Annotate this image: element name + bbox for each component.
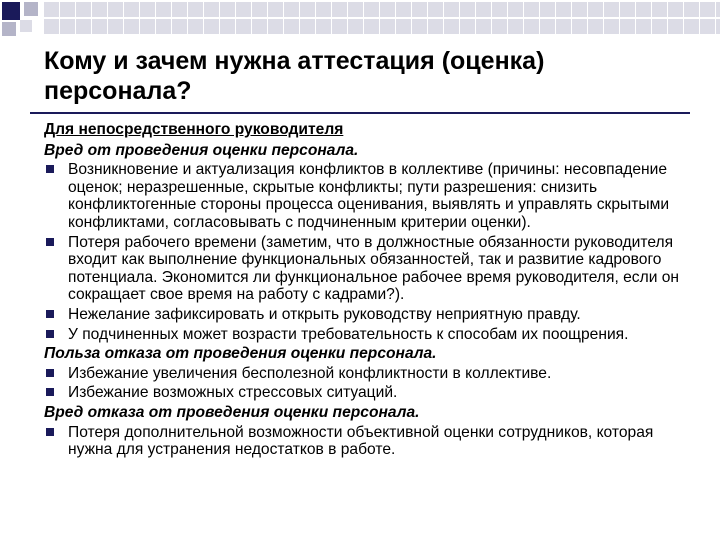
list-item-text: Избежание увеличения бесполезной конфликтности в коллективе. <box>68 364 552 382</box>
decorative-square <box>140 2 155 17</box>
decorative-square <box>108 2 123 17</box>
decorative-square <box>444 2 459 17</box>
decorative-square <box>60 2 75 17</box>
decorative-square <box>300 19 315 34</box>
decorative-square <box>396 19 411 34</box>
decorative-square <box>588 2 603 17</box>
bullet-list <box>44 365 694 402</box>
decorative-square <box>204 19 219 34</box>
decorative-square <box>604 19 619 34</box>
list-item <box>44 424 694 459</box>
decorative-square <box>92 2 107 17</box>
list-item-text: Потеря рабочего времени (заметим, что в должностные обязанности руководителя входит как выполнение функциональных обязанностей, так и развитие кадрового потенциала. Экономится ли функциональное рабочее время руководителя, если он сокращает свое время на работу с кадрами?). <box>68 233 680 304</box>
decorative-square <box>460 2 475 17</box>
list-item <box>44 384 694 402</box>
decorative-square <box>572 2 587 17</box>
decorative-square <box>156 19 171 34</box>
square-bullet-icon <box>46 369 54 377</box>
decorative-header-band <box>0 0 720 38</box>
decorative-square <box>652 2 667 17</box>
decorative-square <box>428 2 443 17</box>
decorative-square <box>316 2 331 17</box>
decorative-square <box>236 2 251 17</box>
decorative-square <box>476 19 491 34</box>
list-item-text: Потеря дополнительной возможности объективной оценки сотрудников, которая нужна для устранения недостатков в работе. <box>68 423 654 459</box>
decorative-square <box>188 2 203 17</box>
decorative-square <box>540 2 555 17</box>
decorative-square <box>76 2 91 17</box>
decorative-square <box>492 2 507 17</box>
decorative-square <box>364 19 379 34</box>
slide-title: Кому и зачем нужна аттестация (оценка) персонала? <box>44 47 545 105</box>
list-item-text: У подчиненных может возрасти требовательность к способам их поощрения. <box>68 325 629 343</box>
decorative-square <box>316 19 331 34</box>
decorative-square <box>572 19 587 34</box>
decorative-square <box>204 2 219 17</box>
decorative-square <box>508 2 523 17</box>
decorative-square <box>76 19 91 34</box>
section-harm-of-refusal <box>44 404 694 459</box>
decorative-square <box>300 2 315 17</box>
decorative-square <box>2 2 20 20</box>
decorative-square <box>540 19 555 34</box>
decorative-square <box>332 2 347 17</box>
decorative-square <box>524 2 539 17</box>
square-bullet-icon <box>46 165 54 173</box>
audience-subheading: Для непосредственного руководителя <box>44 121 344 138</box>
decorative-square <box>124 2 139 17</box>
decorative-square <box>108 19 123 34</box>
decorative-square <box>348 2 363 17</box>
list-item-text: Возникновение и актуализация конфликтов в коллективе (причины: несовпадение оценок; неразрешенные, скрытые конфликты; пути разрешения: снизить конфликтогенные стороны процесса оценивания, выявлять и управлять скрытыми конфликтами, согласовывать с подчиненным критерии оценки). <box>68 161 670 231</box>
list-item-text: Избежание возможных стрессовых ситуаций. <box>68 384 398 402</box>
decorative-square <box>716 19 720 34</box>
square-bullet-icon <box>46 310 54 318</box>
list-item <box>44 326 694 344</box>
decorative-square <box>556 19 571 34</box>
decorative-square <box>668 19 683 34</box>
decorative-square <box>524 19 539 34</box>
bullet-list <box>44 161 694 343</box>
decorative-square <box>380 19 395 34</box>
decorative-square <box>508 19 523 34</box>
decorative-square <box>172 2 187 17</box>
decorative-square <box>284 19 299 34</box>
slide-content <box>44 121 694 461</box>
decorative-square <box>604 2 619 17</box>
decorative-square <box>284 2 299 17</box>
decorative-square <box>268 2 283 17</box>
decorative-square <box>492 19 507 34</box>
list-item <box>44 365 694 383</box>
list-item <box>44 234 694 304</box>
decorative-square <box>444 19 459 34</box>
decorative-square <box>636 19 651 34</box>
decorative-square <box>236 19 251 34</box>
decorative-square <box>92 19 107 34</box>
section-benefit-of-refusal <box>44 345 694 402</box>
decorative-square <box>44 2 59 17</box>
decorative-square <box>220 19 235 34</box>
decorative-square <box>332 19 347 34</box>
decorative-square <box>364 2 379 17</box>
decorative-square <box>44 19 59 34</box>
decorative-square <box>60 19 75 34</box>
decorative-square <box>156 2 171 17</box>
section-harm-of-assessment <box>44 142 694 344</box>
decorative-square <box>2 22 16 36</box>
list-item-text: Нежелание зафиксировать и открыть руководству неприятную правду. <box>68 305 581 323</box>
decorative-square <box>620 19 635 34</box>
decorative-square <box>396 2 411 17</box>
title-divider <box>30 112 690 114</box>
decorative-square <box>412 19 427 34</box>
square-bullet-icon <box>46 428 54 436</box>
decorative-square <box>476 2 491 17</box>
square-bullet-icon <box>46 238 54 246</box>
decorative-square <box>124 19 139 34</box>
decorative-square <box>140 19 155 34</box>
decorative-square <box>716 2 720 17</box>
decorative-square <box>188 19 203 34</box>
decorative-square <box>620 2 635 17</box>
decorative-square <box>220 2 235 17</box>
decorative-square <box>652 19 667 34</box>
decorative-square <box>684 2 699 17</box>
decorative-square <box>24 2 38 16</box>
decorative-square <box>460 19 475 34</box>
decorative-square <box>636 2 651 17</box>
list-item <box>44 306 694 324</box>
decorative-square <box>20 20 32 32</box>
decorative-square <box>428 19 443 34</box>
decorative-square <box>268 19 283 34</box>
bullet-list <box>44 424 694 459</box>
decorative-square <box>412 2 427 17</box>
decorative-square <box>588 19 603 34</box>
decorative-square <box>700 19 715 34</box>
decorative-square <box>380 2 395 17</box>
decorative-square <box>172 19 187 34</box>
decorative-square <box>252 19 267 34</box>
square-bullet-icon <box>46 388 54 396</box>
decorative-square <box>668 2 683 17</box>
square-bullet-icon <box>46 330 54 338</box>
section-heading: Вред от проведения оценки персонала. <box>44 141 359 159</box>
decorative-square <box>348 19 363 34</box>
decorative-square <box>700 2 715 17</box>
section-heading: Вред отказа от проведения оценки персонала. <box>44 403 420 421</box>
section-heading: Польза отказа от проведения оценки персонала. <box>44 345 437 363</box>
list-item <box>44 161 694 231</box>
decorative-square <box>684 19 699 34</box>
decorative-square <box>252 2 267 17</box>
decorative-square <box>556 2 571 17</box>
